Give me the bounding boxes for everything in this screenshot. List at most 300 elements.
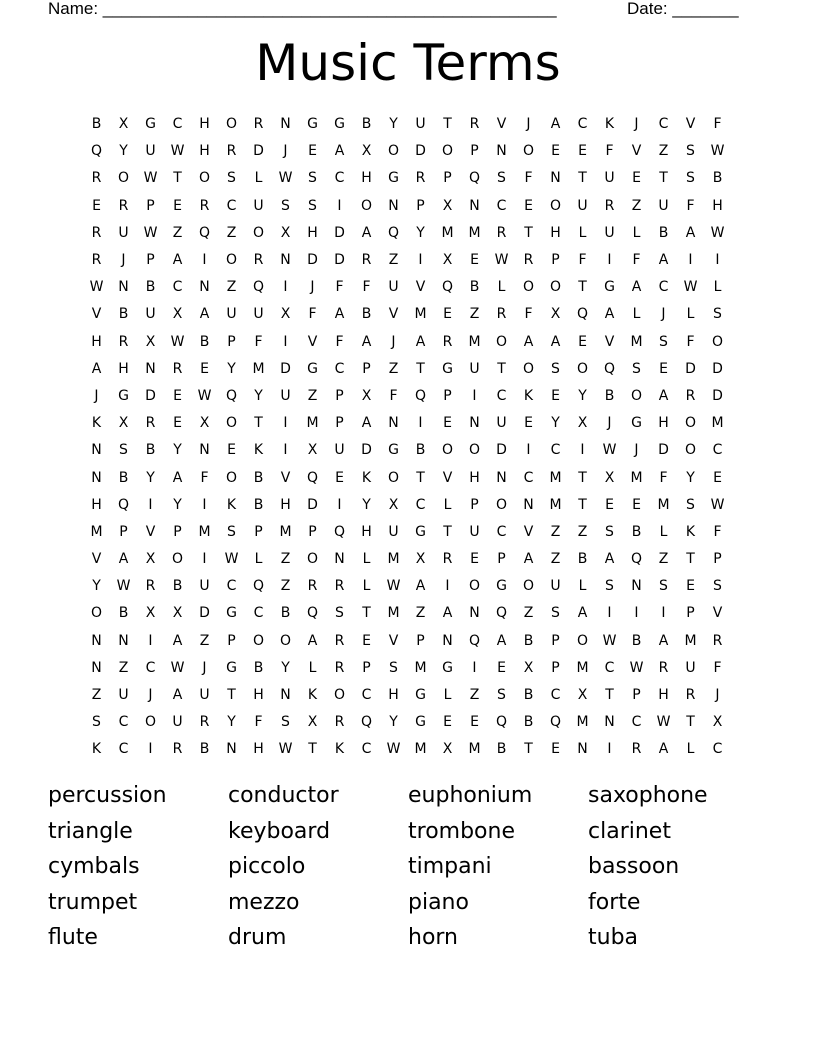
grid-letter: A xyxy=(172,632,183,649)
grid-letter: I xyxy=(688,252,693,269)
grid-letter: I xyxy=(634,605,639,622)
grid-letter: X xyxy=(712,714,723,731)
grid-letter: M xyxy=(252,360,265,377)
grid-letter: Y xyxy=(254,387,263,404)
grid-letter: B xyxy=(280,605,291,622)
grid-letter: A xyxy=(91,360,102,377)
grid-letter: T xyxy=(443,523,452,540)
grid-letter: A xyxy=(631,279,642,296)
grid-letter: G xyxy=(496,578,507,595)
grid-letter: N xyxy=(388,197,399,214)
grid-letter: B xyxy=(199,741,210,758)
grid-letter: U xyxy=(388,279,399,296)
grid-letter: B xyxy=(118,605,129,622)
grid-letter: R xyxy=(172,360,183,377)
grid-letter: B xyxy=(712,170,723,187)
grid-row xyxy=(83,437,733,464)
grid-letter: X xyxy=(307,714,318,731)
grid-letter: B xyxy=(658,224,669,241)
grid-letter: Y xyxy=(389,116,398,133)
grid-letter: N xyxy=(604,714,615,731)
grid-letter: E xyxy=(686,578,695,595)
grid-letter: C xyxy=(577,116,588,133)
grid-letter: E xyxy=(443,415,452,432)
grid-letter: T xyxy=(578,469,587,486)
grid-letter: B xyxy=(496,741,507,758)
grid-letter: N xyxy=(334,551,345,568)
grid-letter: J xyxy=(661,306,666,323)
grid-letter: U xyxy=(496,415,507,432)
grid-row xyxy=(83,628,733,655)
grid-letter: E xyxy=(92,197,101,214)
grid-letter: P xyxy=(146,252,155,269)
grid-letter: B xyxy=(118,469,129,486)
grid-letter: X xyxy=(442,197,453,214)
grid-letter: X xyxy=(145,333,156,350)
grid-letter: F xyxy=(254,333,263,350)
grid-letter: M xyxy=(549,496,562,513)
grid-letter: K xyxy=(307,687,318,704)
grid-letter: E xyxy=(443,306,452,323)
grid-letter: X xyxy=(415,551,426,568)
grid-letter: B xyxy=(523,714,534,731)
grid-letter: M xyxy=(414,741,427,758)
grid-letter: B xyxy=(523,632,534,649)
grid-letter: S xyxy=(605,523,614,540)
grid-letter: G xyxy=(388,442,399,459)
grid-letter: S xyxy=(605,578,614,595)
grid-letter: P xyxy=(443,170,452,187)
grid-letter: O xyxy=(252,632,265,649)
grid-letter: V xyxy=(388,632,399,649)
word-list-item: forte xyxy=(588,889,641,915)
grid-letter: R xyxy=(469,116,480,133)
grid-letter: N xyxy=(523,496,534,513)
grid-letter: C xyxy=(496,197,507,214)
grid-letter: I xyxy=(418,252,423,269)
grid-letter: M xyxy=(306,415,319,432)
grid-letter: N xyxy=(469,415,480,432)
grid-letter: T xyxy=(227,687,236,704)
grid-letter: G xyxy=(307,360,318,377)
grid-letter: D xyxy=(253,143,264,160)
grid-letter: Y xyxy=(281,659,290,676)
grid-letter: N xyxy=(91,469,102,486)
grid-letter: E xyxy=(632,496,641,513)
grid-letter: N xyxy=(91,442,102,459)
grid-letter: F xyxy=(578,252,587,269)
grid-letter: G xyxy=(145,116,156,133)
grid-letter: F xyxy=(524,170,533,187)
grid-letter: U xyxy=(118,224,129,241)
grid-letter: E xyxy=(524,415,533,432)
grid-letter: L xyxy=(632,306,641,323)
grid-letter: W xyxy=(602,442,617,459)
grid-letter: O xyxy=(468,578,481,595)
grid-letter: Z xyxy=(523,605,534,622)
grid-letter: I xyxy=(337,496,342,513)
grid-row xyxy=(83,329,733,356)
grid-letter: Y xyxy=(686,469,695,486)
grid-letter: T xyxy=(443,116,452,133)
grid-letter: J xyxy=(607,415,612,432)
grid-letter: L xyxy=(578,578,587,595)
grid-letter: I xyxy=(580,442,585,459)
grid-letter: H xyxy=(469,469,480,486)
grid-letter: H xyxy=(712,197,723,214)
grid-letter: S xyxy=(497,687,506,704)
grid-letter: H xyxy=(91,496,102,513)
grid-row xyxy=(83,220,733,247)
grid-letter: N xyxy=(280,687,291,704)
grid-letter: H xyxy=(199,116,210,133)
grid-letter: M xyxy=(414,659,427,676)
grid-letter: H xyxy=(91,333,102,350)
grid-letter: C xyxy=(334,170,345,187)
grid-letter: B xyxy=(172,578,183,595)
grid-letter: B xyxy=(253,659,264,676)
grid-row xyxy=(83,709,733,736)
grid-letter: A xyxy=(361,333,372,350)
grid-letter: C xyxy=(712,741,723,758)
grid-letter: P xyxy=(146,197,155,214)
grid-letter: S xyxy=(659,578,668,595)
grid-letter: M xyxy=(198,523,211,540)
grid-letter: G xyxy=(415,714,426,731)
grid-letter: L xyxy=(713,279,722,296)
grid-letter: E xyxy=(443,714,452,731)
grid-letter: D xyxy=(415,143,426,160)
grid-letter: F xyxy=(524,306,533,323)
grid-letter: Q xyxy=(387,224,400,241)
grid-letter: X xyxy=(145,551,156,568)
grid-letter: O xyxy=(468,442,481,459)
grid-letter: F xyxy=(335,279,344,296)
grid-letter: C xyxy=(172,279,183,296)
grid-letter: U xyxy=(199,578,210,595)
grid-letter: E xyxy=(173,197,182,214)
word-list-item: timpani xyxy=(408,854,492,880)
grid-letter: B xyxy=(631,632,642,649)
grid-letter: O xyxy=(117,170,130,187)
grid-letter: H xyxy=(253,687,264,704)
grid-letter: J xyxy=(715,687,720,704)
word-list-item: clarinet xyxy=(588,818,671,844)
grid-letter: E xyxy=(524,197,533,214)
grid-letter: E xyxy=(227,442,236,459)
grid-letter: D xyxy=(334,252,345,269)
grid-row xyxy=(83,383,733,410)
word-list-item: tuba xyxy=(588,925,639,951)
grid-letter: W xyxy=(386,578,401,595)
grid-letter: L xyxy=(254,551,263,568)
grid-letter: N xyxy=(118,632,129,649)
grid-letter: D xyxy=(658,442,669,459)
grid-letter: D xyxy=(361,442,372,459)
grid-letter: W xyxy=(683,279,698,296)
grid-letter: X xyxy=(145,605,156,622)
grid-letter: U xyxy=(226,306,237,323)
grid-letter: T xyxy=(578,170,587,187)
grid-letter: U xyxy=(415,116,426,133)
grid-letter: B xyxy=(523,687,534,704)
grid-letter: Z xyxy=(118,659,129,676)
grid-letter: R xyxy=(172,741,183,758)
grid-letter: G xyxy=(118,387,129,404)
grid-letter: I xyxy=(661,605,666,622)
grid-letter: P xyxy=(632,687,641,704)
grid-letter: Q xyxy=(90,143,103,160)
grid-letter: A xyxy=(658,632,669,649)
grid-letter: R xyxy=(91,224,102,241)
grid-letter: S xyxy=(686,170,695,187)
grid-letter: U xyxy=(658,197,669,214)
grid-row xyxy=(83,600,733,627)
grid-letter: G xyxy=(442,360,453,377)
grid-letter: T xyxy=(416,360,425,377)
grid-letter: X xyxy=(442,252,453,269)
grid-row xyxy=(83,682,733,709)
grid-letter: I xyxy=(148,741,153,758)
grid-letter: O xyxy=(198,170,211,187)
grid-letter: R xyxy=(685,387,696,404)
grid-letter: Q xyxy=(468,632,481,649)
grid-letter: I xyxy=(445,578,450,595)
grid-letter: L xyxy=(497,279,506,296)
grid-letter: Y xyxy=(146,469,155,486)
grid-letter: N xyxy=(469,605,480,622)
grid-letter: H xyxy=(361,523,372,540)
grid-letter: X xyxy=(550,306,561,323)
grid-letter: W xyxy=(710,224,725,241)
grid-letter: R xyxy=(496,306,507,323)
word-list-item: triangle xyxy=(48,818,133,844)
grid-letter: T xyxy=(659,170,668,187)
word-list-item: conductor xyxy=(228,783,339,808)
grid-letter: B xyxy=(253,469,264,486)
grid-row xyxy=(83,274,733,301)
grid-letter: H xyxy=(550,224,561,241)
grid-row xyxy=(83,464,733,491)
grid-letter: N xyxy=(226,741,237,758)
grid-letter: W xyxy=(143,170,158,187)
grid-letter: E xyxy=(551,143,560,160)
grid-letter: J xyxy=(94,387,99,404)
grid-letter: E xyxy=(200,360,209,377)
grid-letter: W xyxy=(170,333,185,350)
grid-letter: E xyxy=(470,714,479,731)
grid-letter: R xyxy=(91,252,102,269)
grid-letter: H xyxy=(658,415,669,432)
grid-letter: A xyxy=(577,605,588,622)
grid-letter: W xyxy=(602,632,617,649)
grid-letter: Z xyxy=(226,224,237,241)
grid-letter: I xyxy=(337,197,342,214)
grid-letter: R xyxy=(145,578,156,595)
grid-letter: X xyxy=(388,496,399,513)
grid-letter: L xyxy=(659,523,668,540)
grid-letter: B xyxy=(577,551,588,568)
grid-letter: R xyxy=(226,143,237,160)
grid-letter: E xyxy=(659,360,668,377)
grid-letter: S xyxy=(389,659,398,676)
grid-letter: C xyxy=(658,279,669,296)
grid-letter: G xyxy=(334,116,345,133)
grid-letter: H xyxy=(199,143,210,160)
grid-letter: V xyxy=(307,333,318,350)
grid-letter: S xyxy=(551,605,560,622)
grid-letter: S xyxy=(227,523,236,540)
grid-letter: K xyxy=(226,496,237,513)
grid-letter: Z xyxy=(577,523,588,540)
grid-letter: V xyxy=(145,523,156,540)
grid-letter: R xyxy=(118,197,129,214)
grid-letter: T xyxy=(308,741,317,758)
grid-letter: M xyxy=(468,741,481,758)
grid-letter: R xyxy=(658,659,669,676)
grid-letter: G xyxy=(226,605,237,622)
grid-letter: L xyxy=(443,496,452,513)
grid-letter: O xyxy=(522,143,535,160)
grid-letter: W xyxy=(278,170,293,187)
grid-letter: M xyxy=(549,469,562,486)
grid-letter: X xyxy=(172,605,183,622)
grid-letter: P xyxy=(227,632,236,649)
grid-letter: R xyxy=(253,252,264,269)
page-title: Music Terms xyxy=(255,34,561,92)
grid-letter: N xyxy=(496,143,507,160)
grid-letter: I xyxy=(283,333,288,350)
grid-letter: C xyxy=(523,469,534,486)
grid-letter: B xyxy=(361,306,372,323)
grid-letter: F xyxy=(362,279,371,296)
grid-letter: Q xyxy=(549,714,562,731)
grid-letter: M xyxy=(576,659,589,676)
grid-row xyxy=(83,356,733,383)
grid-letter: O xyxy=(630,387,643,404)
grid-letter: N xyxy=(280,252,291,269)
grid-letter: K xyxy=(91,415,102,432)
grid-letter: B xyxy=(415,442,426,459)
word-list-item: drum xyxy=(228,925,287,951)
grid-letter: T xyxy=(254,415,263,432)
grid-letter: Q xyxy=(495,714,508,731)
grid-letter: R xyxy=(334,578,345,595)
grid-letter: C xyxy=(550,442,561,459)
grid-letter: S xyxy=(659,333,668,350)
grid-letter: G xyxy=(307,116,318,133)
grid-letter: O xyxy=(441,442,454,459)
word-list-item: piano xyxy=(408,889,469,915)
grid-letter: C xyxy=(658,116,669,133)
grid-letter: S xyxy=(227,170,236,187)
grid-row xyxy=(83,573,733,600)
grid-letter: W xyxy=(197,387,212,404)
grid-letter: O xyxy=(171,551,184,568)
grid-letter: O xyxy=(522,360,535,377)
grid-letter: U xyxy=(604,224,615,241)
grid-letter: Y xyxy=(389,714,398,731)
grid-letter: R xyxy=(118,333,129,350)
grid-letter: Y xyxy=(119,143,128,160)
grid-letter: R xyxy=(334,632,345,649)
grid-letter: Q xyxy=(306,469,319,486)
grid-letter: B xyxy=(118,306,129,323)
grid-letter: R xyxy=(442,333,453,350)
grid-letter: V xyxy=(712,605,723,622)
grid-letter: J xyxy=(202,659,207,676)
word-list-item: piccolo xyxy=(228,854,306,880)
grid-letter: N xyxy=(496,469,507,486)
grid-letter: P xyxy=(416,632,425,649)
grid-letter: M xyxy=(711,415,724,432)
grid-letter: K xyxy=(604,116,615,133)
grid-letter: S xyxy=(281,197,290,214)
grid-letter: V xyxy=(604,333,615,350)
grid-letter: A xyxy=(523,551,534,568)
grid-letter: X xyxy=(577,687,588,704)
grid-letter: R xyxy=(496,224,507,241)
grid-letter: K xyxy=(685,523,696,540)
grid-letter: Y xyxy=(92,578,101,595)
date-field-label: Date: _______ xyxy=(627,0,739,18)
grid-letter: B xyxy=(361,116,372,133)
grid-letter: J xyxy=(634,116,639,133)
word-list-item: cymbals xyxy=(48,854,140,880)
grid-letter: Z xyxy=(226,279,237,296)
grid-letter: U xyxy=(172,714,183,731)
grid-letter: U xyxy=(550,578,561,595)
grid-letter: R xyxy=(415,170,426,187)
grid-letter: P xyxy=(416,197,425,214)
grid-letter: U xyxy=(253,197,264,214)
word-list-item: bassoon xyxy=(588,854,680,880)
grid-letter: E xyxy=(632,170,641,187)
grid-letter: A xyxy=(658,741,669,758)
grid-letter: T xyxy=(686,551,695,568)
grid-letter: X xyxy=(577,415,588,432)
grid-letter: J xyxy=(391,333,396,350)
grid-letter: O xyxy=(333,687,346,704)
grid-letter: O xyxy=(495,496,508,513)
grid-letter: N xyxy=(280,116,291,133)
grid-letter: I xyxy=(526,442,531,459)
grid-letter: S xyxy=(308,197,317,214)
grid-letter: S xyxy=(551,360,560,377)
grid-letter: M xyxy=(684,632,697,649)
grid-letter: C xyxy=(226,197,237,214)
grid-letter: Z xyxy=(550,551,561,568)
grid-letter: A xyxy=(172,252,183,269)
word-list-item: saxophone xyxy=(588,783,708,808)
grid-letter: S xyxy=(281,714,290,731)
grid-letter: N xyxy=(550,170,561,187)
grid-letter: A xyxy=(550,333,561,350)
grid-letter: P xyxy=(686,605,695,622)
grid-letter: V xyxy=(415,279,426,296)
grid-letter: U xyxy=(145,306,156,323)
grid-letter: Y xyxy=(578,387,587,404)
grid-letter: C xyxy=(334,360,345,377)
grid-letter: R xyxy=(631,741,642,758)
grid-letter: C xyxy=(496,387,507,404)
grid-letter: S xyxy=(713,578,722,595)
word-list xyxy=(48,778,768,956)
grid-letter: C xyxy=(172,116,183,133)
grid-letter: A xyxy=(361,224,372,241)
grid-letter: O xyxy=(225,469,238,486)
grid-letter: S xyxy=(308,170,317,187)
